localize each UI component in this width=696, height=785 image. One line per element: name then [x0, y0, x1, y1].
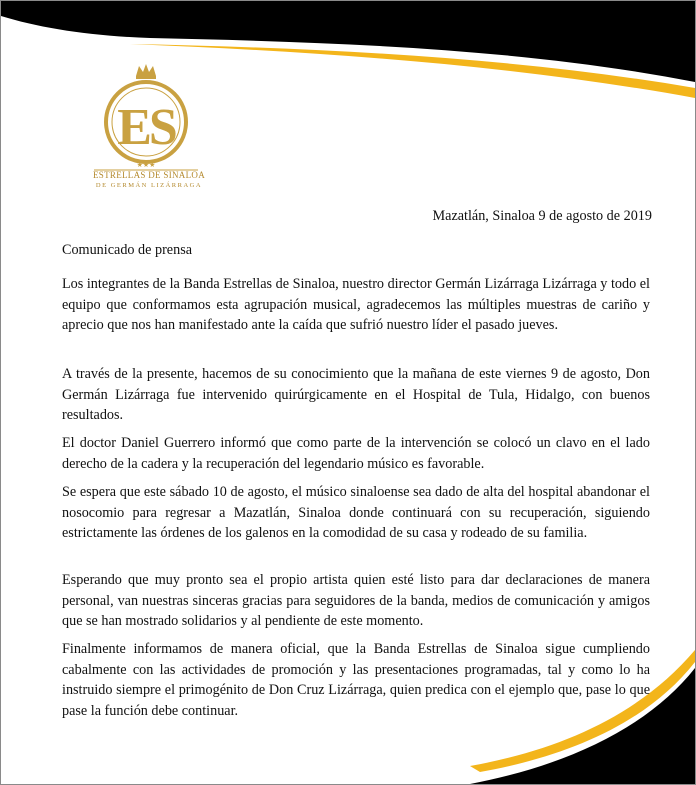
- dateline: Mazatlán, Sinaloa 9 de agosto de 2019: [432, 208, 652, 224]
- logo-stars: ★★★: [136, 161, 156, 169]
- logo-subtitle: DE GERMÁN LIZÁRRAGA: [95, 182, 203, 189]
- crown-icon: [136, 64, 156, 79]
- paragraph: Se espera que este sábado 10 de agosto, el músico sinaloense sea dado de alta del hospital abandonar el nosocomio para regresar a Mazatlán, Sinaloa donde continuará con su recuperación, siguiendo estrictamente las órdenes de los galenos en la comodidad de su casa y rodeado de su familia.: [62, 484, 650, 541]
- paragraph: El doctor Daniel Guerrero informó que como parte de la intervención se colocó un clavo en el lado derecho de la cadera y la recuperación del legendario músico es favorable.: [62, 435, 650, 472]
- paragraph: Los integrantes de la Banda Estrellas de Sinaloa, nuestro director Germán Lizárraga Lizárraga y todo el equipo que conformamos esta agrupación musical, agradecemos las múltiples muestras de cariño y aprecio que nos han manifestado ante la caída que sufrió nuestro líder el pasado jueves.: [62, 276, 650, 333]
- paragraph: Esperando que muy pronto sea el propio artista quien esté listo para dar declaraciones de manera personal, van nuestras sinceras gracias para seguidores de la banda, medios de comunicación y amigos que se han mostrado solidarios y al pendiente de este momento.: [62, 572, 650, 629]
- document-heading: Comunicado de prensa: [62, 242, 193, 258]
- paragraph: A través de la presente, hacemos de su conocimiento que la mañana de este viernes 9 de agosto, Don Germán Lizárraga fue intervenido quirúrgicamente en el Hospital de Tula, Hidalgo, con buenos resultados.: [62, 366, 650, 423]
- paragraph: Finalmente informamos de manera oficial, que la Banda Estrellas de Sinaloa sigue cumpliendo cabalmente con las actividades de promoción y las presentaciones programadas, tal y como lo ha instruido siempre el primogénito de Don Cruz Lizárraga, quien predica con el ejemplo que, pase lo que pase la función debe continuar.: [62, 641, 650, 719]
- logo-letters: ES: [117, 99, 175, 156]
- logo-name: ESTRELLAS DE SINALOA: [93, 170, 205, 180]
